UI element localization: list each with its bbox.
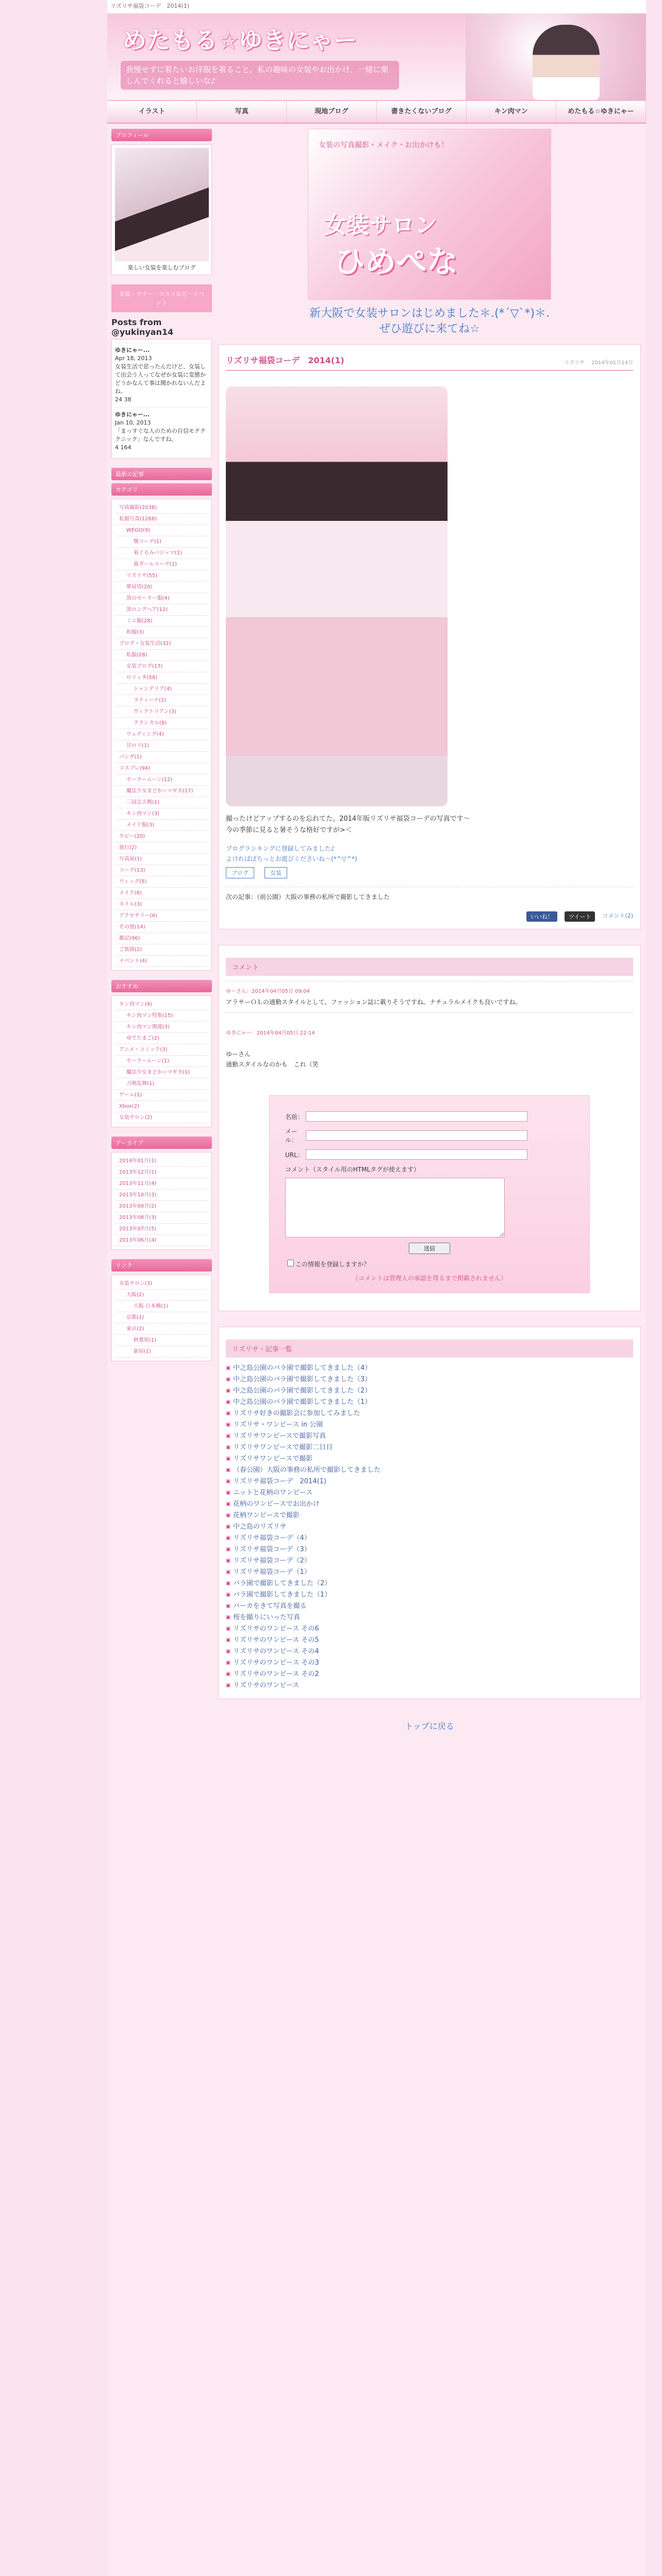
site-subtitle: 我慢せずに着たいお洋服を着ること。私の趣味の女装やお出かけ、一緒に楽しんでくれると嬉しいな♪ xyxy=(121,61,399,90)
article-link[interactable]: ▣ ニットと花柄のワンピース xyxy=(226,1487,633,1499)
tweet-date[interactable]: Jan 10, 2013 xyxy=(115,419,151,426)
global-nav xyxy=(107,101,646,124)
main-content xyxy=(218,129,641,1752)
comment-count-link[interactable]: コメント(2) xyxy=(602,912,633,919)
category-item[interactable]: ヴィクトリアン(3) xyxy=(115,706,208,718)
article-link[interactable]: ▣ リズリサ福袋コーデ（4） xyxy=(226,1533,633,1544)
category-item[interactable]: 京都(1) xyxy=(115,1312,208,1324)
article-link[interactable]: ▣ リズリサのワンピース その4 xyxy=(226,1646,633,1657)
comment-meta: ゆーさん：2014年04月05日 09:04 xyxy=(226,989,310,994)
category-item[interactable]: キン肉マン(4) xyxy=(115,999,208,1010)
category-item[interactable]: 雑記(96) xyxy=(115,933,208,944)
category-item[interactable]: 2013年09月(2) xyxy=(115,1201,208,1212)
category-item[interactable]: ウィッグ(5) xyxy=(115,876,208,888)
facebook-like-button[interactable]: いいね！ xyxy=(526,911,557,922)
category-item[interactable]: 大阪(2) xyxy=(115,1290,208,1301)
article-link[interactable]: ▣ 桜を撮りにいった写真 xyxy=(226,1612,633,1623)
category-item[interactable]: コスプレ(94) xyxy=(115,763,208,774)
comment-text: アラサーＯＬの通勤スタイルとして、ファッション誌に載りそうですね。ナチュラルメイクも良いですね。 xyxy=(226,998,522,1006)
category-item[interactable]: 私服写真(1268) xyxy=(115,514,208,525)
category-item[interactable]: WEGO(9) xyxy=(115,525,208,536)
article-link[interactable]: ▣ リズリサのワンピース xyxy=(226,1680,633,1691)
category-item[interactable]: 2013年07月(5) xyxy=(115,1224,208,1235)
tweet-stats[interactable]: 24 38 xyxy=(115,396,131,403)
category-item[interactable]: 三国志大戦(1) xyxy=(115,797,208,808)
link-list xyxy=(111,1275,212,1361)
nav-photo[interactable]: 写真 xyxy=(197,101,287,123)
tweets-heading[interactable]: Posts from @yukinyan14 xyxy=(111,317,174,337)
category2-list xyxy=(111,995,212,1127)
article-link[interactable]: ▣ リズリサのワンピース その3 xyxy=(226,1657,633,1669)
article-link[interactable]: ▣ 中之島公園のバラ園で撮影してきました（3） xyxy=(226,1374,633,1385)
category-item[interactable]: 大阪 日本橋(1) xyxy=(115,1301,208,1312)
tweets-widget xyxy=(111,339,212,459)
comment xyxy=(226,1012,633,1085)
banner-line1: 女装の写真撮影・メイク・お出かけも！ xyxy=(319,141,449,149)
category-item[interactable]: ロリィタ(58) xyxy=(115,672,208,684)
category-item[interactable]: ご挨拶(2) xyxy=(115,944,208,956)
article-link[interactable]: ▣ リズリサ福袋コーデ 2014(1) xyxy=(226,1476,633,1487)
profile-heading: プロフィール xyxy=(111,129,212,141)
nav-illust[interactable]: イラスト xyxy=(107,101,197,123)
category-item[interactable]: ミニ服(28) xyxy=(115,616,208,627)
category-item[interactable]: ウェディング(4) xyxy=(115,729,208,740)
category-item[interactable]: 魔法少女まどか☆マギカ(17) xyxy=(115,786,208,797)
profile-photo[interactable] xyxy=(115,148,209,261)
category-item[interactable]: 女装ブログ(17) xyxy=(115,661,208,672)
article-link[interactable]: ▣ パーカをきて写真を撮る xyxy=(226,1601,633,1612)
category-item[interactable]: セーラームーン(1) xyxy=(115,1056,208,1067)
category-list xyxy=(111,499,212,971)
category2-heading: おすすめ xyxy=(111,980,212,992)
salon-banner[interactable] xyxy=(308,129,551,300)
tweet-stats[interactable]: 4 164 xyxy=(115,444,131,451)
article-link[interactable]: ▣ リズリサ好きの撮影会に参加してみました xyxy=(226,1408,633,1419)
category-item[interactable]: 新宿(1) xyxy=(115,1346,208,1358)
ranking-line2: よければぽちっとお遊びくださいね〜(*^▽^*) xyxy=(226,855,357,862)
category-item[interactable]: 私服(28) xyxy=(115,650,208,661)
comment-form xyxy=(269,1095,590,1293)
category-item[interactable]: 秋葉原(1) xyxy=(115,1335,208,1346)
comments-heading: コメント xyxy=(226,958,633,976)
category-item[interactable]: キン肉マン関連(3) xyxy=(115,1022,208,1033)
header-portrait xyxy=(466,13,646,100)
category-item[interactable]: キン肉マン特集(15) xyxy=(115,1010,208,1022)
article-link[interactable]: ▣ リズリサ福袋コーデ（2） xyxy=(226,1555,633,1567)
archive-heading: アーカイブ xyxy=(111,1137,212,1149)
link-heading: リンク xyxy=(111,1259,212,1272)
category-item[interactable]: アクセサリー(6) xyxy=(115,910,208,922)
category-item[interactable]: セーラームーン(12) xyxy=(115,774,208,786)
profile-caption: 楽しい女装を楽しむブログ xyxy=(127,264,196,271)
comment-label: コメント（スタイル用のHTMLタグが使えます） xyxy=(285,1166,420,1173)
category-item[interactable]: 黒ロングヘア(12) xyxy=(115,604,208,616)
catch-line2: ぜひ遊びに来てね☆ xyxy=(379,323,480,335)
tweet-text: 「まっすぐな人のための自信モテテクニック」なんですね。 xyxy=(115,428,206,443)
article-list-section xyxy=(218,1327,641,1699)
article-list xyxy=(226,1363,633,1691)
post-meta xyxy=(564,358,633,366)
nav-kinnikuman[interactable]: キン肉マン xyxy=(467,101,556,123)
article-link[interactable]: ▣ （春公園）大阪の事務の私所で撮影してきました xyxy=(226,1465,633,1476)
category-item[interactable]: 東京(2) xyxy=(115,1324,208,1335)
article-link[interactable]: ▣ 中之島のリズリサ xyxy=(226,1521,633,1533)
ranking-buttons xyxy=(226,867,633,878)
ranking-line1: ブログランキングに登録してみました♪ xyxy=(226,845,335,852)
category-item[interactable]: 魔法少女まどか☆マギカ(1) xyxy=(115,1067,208,1078)
article-link[interactable]: ▣ リズリサワンピースで撮影写真 xyxy=(226,1431,633,1442)
comment-text: ゆーさん 通勤スタイルなのかも これ（笑 xyxy=(226,1050,319,1068)
category-item[interactable]: メイク(8) xyxy=(115,888,208,899)
nav-blog[interactable]: 書きたくないブログ xyxy=(377,101,467,123)
article-list-heading: リズリサ・記事一覧 xyxy=(226,1340,633,1358)
category-item[interactable]: 写真展(1) xyxy=(115,854,208,865)
post-date: 2014年01月14日 xyxy=(591,360,633,366)
category-item[interactable]: 黒のセーラー服(4) xyxy=(115,593,208,604)
category-item[interactable]: 甘ロリ(1) xyxy=(115,740,208,752)
category-item[interactable]: 2014年01月(1) xyxy=(115,1156,208,1167)
comment-meta: ゆきにゃー：2014年04月05日 22:14 xyxy=(226,1030,315,1036)
comments-section xyxy=(218,945,641,1311)
post-body-line1: 撮ったけどアップするのを忘れてた。2014年版リズリサ福袋コーデの写真です〜 xyxy=(226,815,470,823)
catch-line1: 新大阪で女装サロンはじめました＊.(*´▽`*)＊. xyxy=(309,307,550,320)
tweet xyxy=(115,407,208,455)
post-category[interactable]: リズリサ xyxy=(564,360,585,366)
share-bar xyxy=(226,911,633,922)
ranking-text xyxy=(226,843,633,864)
post-header xyxy=(226,352,633,371)
article-link[interactable]: ▣ 花柄のワンピースでお出かけ xyxy=(226,1499,633,1510)
site-title[interactable]: めたもる☆ゆきにゃー xyxy=(123,26,357,54)
category-item[interactable]: クラシカル(8) xyxy=(115,718,208,729)
name-input[interactable] xyxy=(306,1111,527,1122)
comment xyxy=(226,981,633,1012)
nav-local-blog[interactable]: 現地ブログ xyxy=(287,101,376,123)
back-to-top-link[interactable]: トップに戻る xyxy=(405,1721,454,1731)
article-link[interactable]: ▣ 中之島公園のバラ園で撮影してきました（4） xyxy=(226,1363,633,1374)
profile-widget xyxy=(111,144,212,275)
banner-line2: 女装サロン xyxy=(324,212,437,239)
url-label: URL： xyxy=(285,1151,304,1159)
category-item[interactable]: 2013年06月(4) xyxy=(115,1235,208,1246)
post-photo[interactable] xyxy=(226,386,448,806)
tweet-author[interactable]: ゆきにゃー... xyxy=(115,347,150,353)
category-item[interactable]: 2013年08月(3) xyxy=(115,1212,208,1224)
breadcrumb: リズリサ福袋コーデ 2014(1) xyxy=(107,0,646,13)
category-item[interactable]: コーデ(13) xyxy=(115,865,208,876)
category-item[interactable]: イベント(4) xyxy=(115,956,208,967)
category-item[interactable]: 写真撮影(2038) xyxy=(115,502,208,514)
article-link[interactable]: ▣ リズリサのワンピース その5 xyxy=(226,1635,633,1646)
category-item[interactable]: パンダ(1) xyxy=(115,752,208,763)
category-item[interactable]: シャンデリア(4) xyxy=(115,684,208,695)
article-link[interactable]: ▣ 花柄ワンピースで撮影 xyxy=(226,1510,633,1521)
category-item[interactable]: その他(14) xyxy=(115,922,208,933)
post-title: リズリサ福袋コーデ 2014(1) xyxy=(226,355,344,365)
category-item[interactable]: ネイル(3) xyxy=(115,899,208,910)
page xyxy=(107,0,646,2576)
category-item[interactable]: メイド服(3) xyxy=(115,820,208,831)
site-header xyxy=(107,13,646,101)
promo-box[interactable]: 女装・マナー・コスメなど・イベント xyxy=(111,284,212,312)
category-item[interactable]: 2013年12月(1) xyxy=(115,1167,208,1178)
category-item[interactable]: 旅行(2) xyxy=(115,842,208,854)
category-item[interactable]: リズリサ(55) xyxy=(115,570,208,582)
remember-checkbox[interactable] xyxy=(287,1260,294,1266)
category-item[interactable]: 和服(3) xyxy=(115,627,208,638)
tweet-author[interactable]: ゆきにゃー... xyxy=(115,411,150,418)
name-label: 名前： xyxy=(285,1113,304,1121)
next-post-link[interactable]: 次の記事：（前公園）大阪の事務の私所で撮影してきました xyxy=(226,887,633,901)
category-item[interactable]: 刀剣乱舞(1) xyxy=(115,1078,208,1090)
category-item[interactable]: ゲーム(1) xyxy=(115,1090,208,1101)
mail-input[interactable] xyxy=(306,1130,527,1141)
category-item[interactable]: Xbox(2) xyxy=(115,1101,208,1112)
category-item[interactable]: ラティーナ(2) xyxy=(115,695,208,706)
blog-post xyxy=(218,344,641,929)
tweet-date[interactable]: Apr 18, 2013 xyxy=(115,355,152,362)
ranking-button-blog[interactable]: ブログ xyxy=(226,867,254,878)
article-link[interactable]: ▣ リズリサのワンピース その6 xyxy=(226,1623,633,1635)
category-item[interactable]: ブログ・女装生活(32) xyxy=(115,638,208,650)
salon-catch xyxy=(218,306,641,337)
post-body-line2: 今の季節に見ると暑そうな格好ですが>＜ xyxy=(226,826,352,834)
article-link[interactable]: ▣ リズリサのワンピース その2 xyxy=(226,1669,633,1680)
send-button[interactable]: 送信 xyxy=(409,1243,450,1254)
article-link[interactable]: ▣ リズリサ・ワンピース in 公園 xyxy=(226,1419,633,1431)
sidebar xyxy=(111,129,212,1370)
category-item[interactable]: 女装サロン(2) xyxy=(115,1112,208,1124)
article-link[interactable]: ▣ 中之島公園のバラ園で撮影してきました（2） xyxy=(226,1385,633,1397)
tweet-button[interactable]: ツイート xyxy=(565,911,595,922)
category-item[interactable]: ゆでたまご(2) xyxy=(115,1033,208,1044)
ranking-button-josou[interactable]: 女装 xyxy=(264,867,287,878)
article-link[interactable]: ▣ リズリサ福袋コーデ（1） xyxy=(226,1567,633,1578)
category-item[interactable]: 女装サロン(3) xyxy=(115,1278,208,1290)
banner-line3: ひめぺな xyxy=(334,244,458,280)
category-item[interactable]: 夢展望(20) xyxy=(115,582,208,593)
category-item[interactable]: キン肉マン(3) xyxy=(115,808,208,820)
article-link[interactable]: ▣ バラ園で撮影してきました（2） xyxy=(226,1578,633,1589)
category-item[interactable]: 2013年10月(3) xyxy=(115,1190,208,1201)
category-item[interactable]: ホビー(20) xyxy=(115,831,208,842)
article-link[interactable]: ▣ バラ園で撮影してきました（1） xyxy=(226,1589,633,1601)
category-item[interactable]: 森ガールコーデ(1) xyxy=(115,559,208,570)
mail-label: メール： xyxy=(285,1128,298,1144)
category-heading: カテゴリ xyxy=(111,483,212,496)
category-item[interactable]: 着ぐるみパジャマ(1) xyxy=(115,548,208,559)
category-item[interactable]: 懐コーデ(1) xyxy=(115,536,208,548)
article-link[interactable]: ▣ リズリサワンピースで撮影二日目 xyxy=(226,1442,633,1453)
category-item[interactable]: アニメ・コミック(3) xyxy=(115,1044,208,1056)
article-link[interactable]: ▣ リズリサワンピースで撮影 xyxy=(226,1453,633,1465)
form-note: （コメントは管理人の承認を得るまで掲載されません） xyxy=(352,1275,507,1282)
article-link[interactable]: ▣ リズリサ福袋コーデ（3） xyxy=(226,1544,633,1555)
article-link[interactable]: ▣ 中之島公園のバラ園で撮影してきました（1） xyxy=(226,1397,633,1408)
category-item[interactable]: 2013年11月(4) xyxy=(115,1178,208,1190)
remember-label: この情報を登録しますか？ xyxy=(295,1261,370,1268)
tweet-text: 女装生活で思ったんだけど、女装して出会う人ってなぜか女装に変態かどうかなんて事は聞かれないんだよね。 xyxy=(115,363,206,395)
tweet xyxy=(115,343,208,407)
archive-list xyxy=(111,1152,212,1250)
comment-textarea[interactable] xyxy=(285,1178,505,1238)
url-input[interactable] xyxy=(306,1149,527,1160)
recent-heading: 最新の記事 xyxy=(111,468,212,480)
nav-metamoru[interactable]: めたもる☆ゆきにゃー xyxy=(556,101,646,123)
post-body xyxy=(226,814,633,836)
